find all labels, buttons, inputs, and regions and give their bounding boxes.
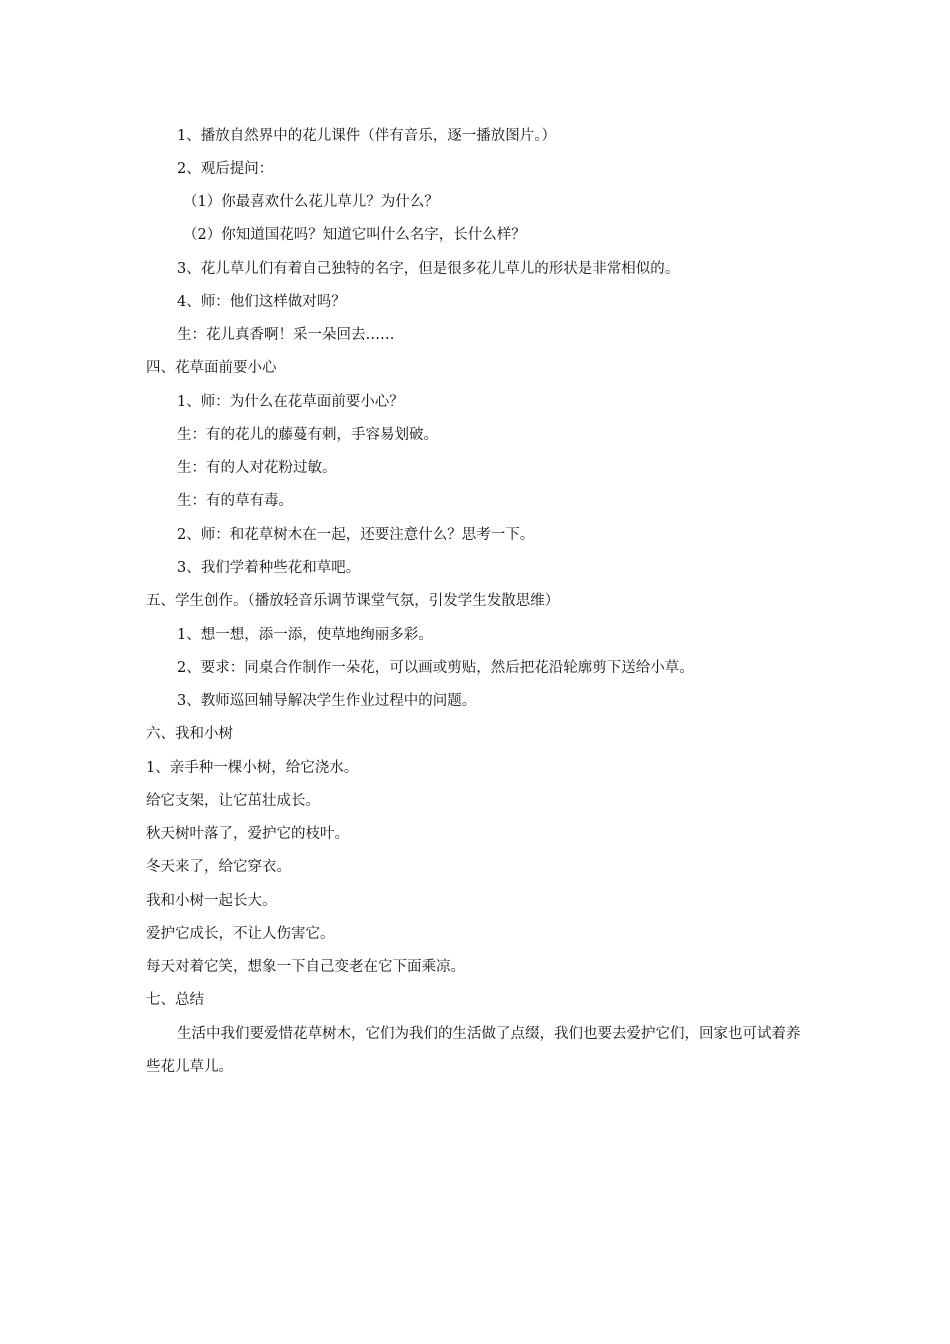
text-line: 每天对着它笑，想象一下自己变老在它下面乘凉。 (146, 959, 465, 975)
text-line: 生：有的人对花粉过敏。 (177, 460, 337, 476)
text-line: 1、想一想，添一添，使草地绚丽多彩。 (177, 627, 433, 643)
section-heading: 四、花草面前要小心 (146, 360, 277, 376)
text-line: 2、观后提问： (177, 161, 274, 177)
text-line: 3、教师巡回辅导解决学生作业过程中的问题。 (177, 693, 477, 709)
text-line: 我和小树一起长大。 (146, 893, 277, 909)
text-line: 冬天来了，给它穿衣。 (146, 859, 291, 875)
text-line: 2、要求：同桌合作制作一朵花，可以画或剪贴，然后把花沿轮廓剪下送给小草。 (177, 660, 694, 676)
text-line: 3、花儿草儿们有着自己独特的名字，但是很多花儿草儿的形状是非常相似的。 (177, 261, 680, 277)
text-line: 1、亲手种一棵小树，给它浇水。 (146, 760, 359, 776)
text-line: （2）你知道国花吗？知道它叫什么名字，长什么样？ (183, 227, 526, 243)
section-heading: 七、总结 (146, 992, 204, 1008)
text-line: 1、师：为什么在花草面前要小心？ (177, 394, 404, 410)
text-line: 1、播放自然界中的花儿课件（伴有音乐，逐一播放图片。） (177, 128, 556, 144)
text-line: 4、师：他们这样做对吗？ (177, 294, 346, 310)
text-line: 2、师：和花草树木在一起，还要注意什么？思考一下。 (177, 527, 535, 543)
summary-paragraph: 生活中我们要爱惜花草树木，它们为我们的生活做了点缀，我们也要去爱护它们，回家也可试着养些花儿草儿。 (146, 1026, 801, 1075)
text-line: 生：有的草有毒。 (177, 493, 293, 509)
section-heading: 六、我和小树 (146, 726, 233, 742)
text-line: 生：花儿真香啊！采一朵回去…… (177, 327, 395, 343)
text-line: 3、我们学着种些花和草吧。 (177, 560, 361, 576)
text-line: （1）你最喜欢什么花儿草儿？为什么？ (183, 194, 439, 210)
text-line: 给它支架，让它茁壮成长。 (146, 793, 320, 809)
text-line: 爱护它成长，不让人伤害它。 (146, 926, 335, 942)
section-heading: 五、学生创作。（播放轻音乐调节课堂气氛，引发学生发散思维） (146, 593, 560, 609)
text-line: 生：有的花儿的藤蔓有刺，手容易划破。 (177, 427, 438, 443)
text-line: 秋天树叶落了，爱护它的枝叶。 (146, 826, 349, 842)
